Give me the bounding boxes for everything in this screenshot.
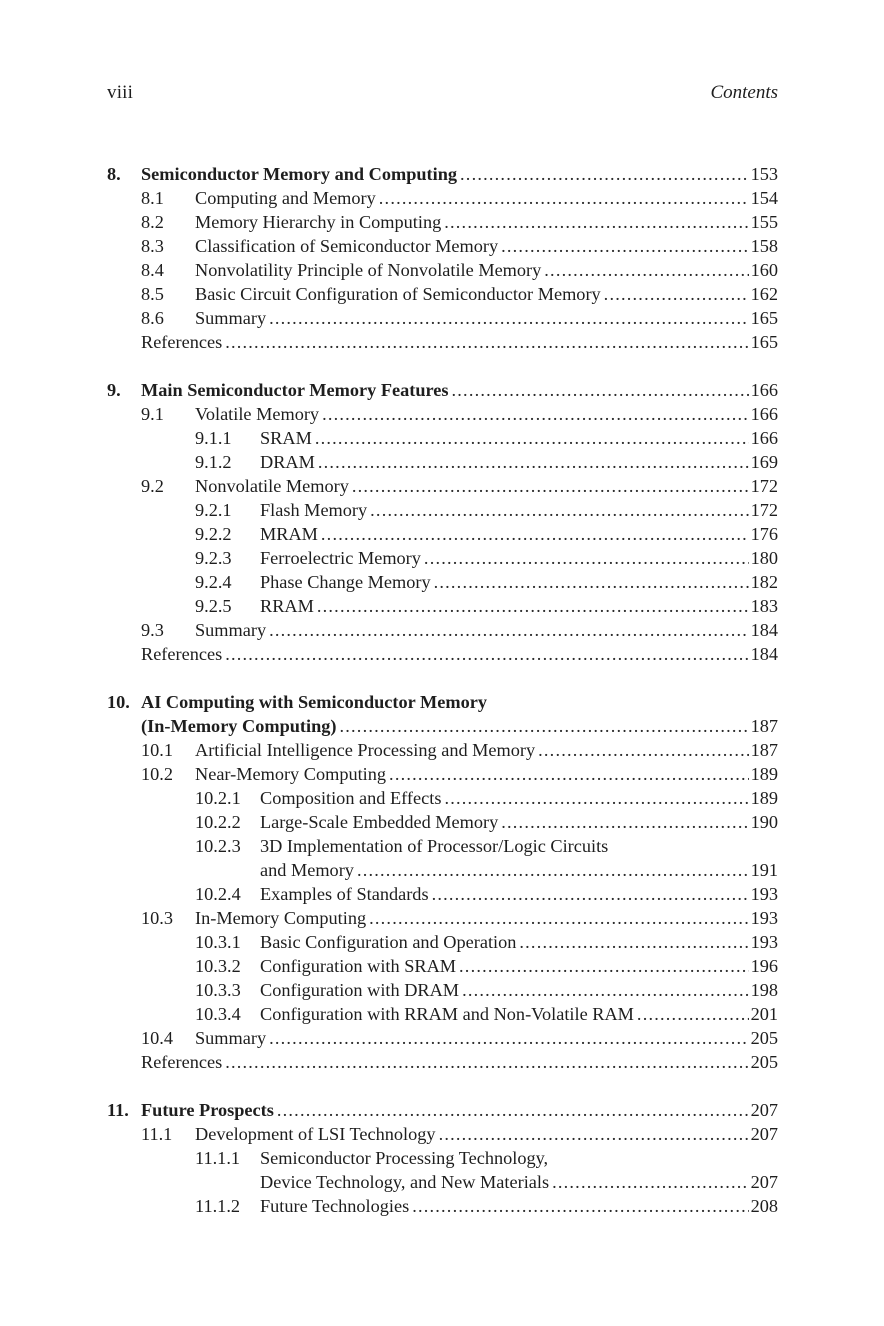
dot-leader: [452, 378, 749, 402]
dot-leader: [318, 450, 749, 474]
toc-section-10-1[interactable]: [107, 738, 778, 762]
page-ref: 208: [750, 1196, 778, 1216]
dot-leader: [444, 210, 748, 234]
page-ref: 184: [750, 620, 778, 640]
toc-chapter-10-continued[interactable]: [107, 714, 778, 738]
chapter-title: Main Semiconductor Memory Features: [141, 380, 449, 400]
page-ref: 176: [750, 524, 778, 544]
dot-leader: [225, 1050, 748, 1074]
section-number: 9.2: [141, 476, 164, 496]
references-title: References: [141, 332, 223, 352]
dot-leader: [357, 858, 749, 882]
section-title: Basic Circuit Configuration of Semiconductor Memory: [195, 284, 601, 304]
chapter-title: Future Prospects: [141, 1100, 274, 1120]
dot-leader: [321, 522, 749, 546]
section-number: 10.4: [141, 1028, 173, 1048]
page-ref: 166: [750, 404, 778, 424]
chapter-number: 9.: [107, 380, 121, 400]
subsection-title-line1: 3D Implementation of Processor/Logic Circuits: [260, 836, 609, 856]
page-ref: 207: [750, 1100, 778, 1120]
subsection-number: 9.2.4: [195, 572, 232, 592]
section-title: Artificial Intelligence Processing and Memory: [195, 740, 536, 760]
subsection-number: 9.1.2: [195, 452, 232, 472]
subsection-number: 10.3.4: [195, 1004, 241, 1024]
toc-subsection-9-2-1[interactable]: [107, 498, 778, 522]
page-ref: 154: [750, 188, 778, 208]
section-number: 10.3: [141, 908, 173, 928]
page-number: viii: [107, 82, 134, 103]
toc-section-11-1[interactable]: [107, 1122, 778, 1146]
dot-leader: [637, 1002, 749, 1026]
page-ref: 189: [750, 764, 778, 784]
toc-section-8-6[interactable]: [107, 306, 778, 330]
page-ref: 193: [750, 908, 778, 928]
dot-leader: [389, 762, 749, 786]
subsection-number: 10.2.2: [195, 812, 241, 832]
subsection-number: 10.2.1: [195, 788, 241, 808]
page-ref: 196: [750, 956, 778, 976]
page-ref: 183: [750, 596, 778, 616]
page-ref: 158: [750, 236, 778, 256]
subsection-title: Configuration with RRAM and Non-Volatile RAM: [260, 1004, 634, 1024]
section-title: Summary: [195, 620, 267, 640]
subsection-title: DRAM: [260, 452, 315, 472]
subsection-title: Phase Change Memory: [260, 572, 431, 592]
subsection-title-line2: and Memory: [260, 860, 354, 880]
toc-section-8-1[interactable]: [107, 186, 778, 210]
subsection-number: 10.2.4: [195, 884, 241, 904]
section-title: Summary: [195, 308, 267, 328]
toc-subsection-11-1-1[interactable]: [107, 1146, 778, 1170]
chapter-title: Semiconductor Memory and Computing: [141, 164, 458, 184]
section-title: Volatile Memory: [195, 404, 320, 424]
section-title: Nonvolatility Principle of Nonvolatile Memory: [195, 260, 542, 280]
dot-leader: [322, 402, 749, 426]
toc-chapter-10[interactable]: [107, 690, 778, 714]
toc-subsection-10-2-4[interactable]: [107, 882, 778, 906]
dot-leader: [424, 546, 749, 570]
chapter-number: 8.: [107, 164, 121, 184]
subsection-number: 9.2.5: [195, 596, 232, 616]
dot-leader: [352, 474, 749, 498]
subsection-number: 9.2.1: [195, 500, 232, 520]
subsection-title: SRAM: [260, 428, 312, 448]
toc-chapter-11[interactable]: [107, 1098, 778, 1122]
subsection-number: 10.3.3: [195, 980, 241, 1000]
running-title: Contents: [710, 82, 778, 103]
dot-leader: [277, 1098, 749, 1122]
toc-subsection-10-3-2[interactable]: [107, 954, 778, 978]
section-number: 8.1: [141, 188, 164, 208]
toc-section-9-2[interactable]: [107, 474, 778, 498]
toc-subsection-10-2-3[interactable]: [107, 834, 778, 858]
page-ref: 172: [750, 476, 778, 496]
section-title: Classification of Semiconductor Memory: [195, 236, 499, 256]
dot-leader: [460, 162, 749, 186]
dot-leader: [459, 954, 749, 978]
section-title: Nonvolatile Memory: [195, 476, 349, 496]
spacer: [107, 666, 778, 690]
page-ref: 187: [750, 716, 778, 736]
dot-leader: [552, 1170, 748, 1194]
toc-references-10[interactable]: [107, 1050, 778, 1074]
section-title: Near-Memory Computing: [195, 764, 387, 784]
toc-subsection-9-1-2[interactable]: [107, 450, 778, 474]
section-title: In-Memory Computing: [195, 908, 367, 928]
toc-subsection-9-2-4[interactable]: [107, 570, 778, 594]
section-title: Computing and Memory: [195, 188, 376, 208]
dot-leader: [379, 186, 749, 210]
toc-section-8-3[interactable]: [107, 234, 778, 258]
dot-leader: [439, 1122, 749, 1146]
section-title: Development of LSI Technology: [195, 1124, 436, 1144]
subsection-number: 9.2.2: [195, 524, 232, 544]
subsection-number: 10.3.1: [195, 932, 241, 952]
page-ref: 198: [750, 980, 778, 1000]
toc-subsection-10-2-1[interactable]: [107, 786, 778, 810]
dot-leader: [412, 1194, 748, 1218]
references-title: References: [141, 644, 223, 664]
dot-leader: [462, 978, 749, 1002]
section-number: 8.6: [141, 308, 164, 328]
page-ref: 193: [750, 932, 778, 952]
section-number: 10.1: [141, 740, 173, 760]
toc-section-8-5[interactable]: [107, 282, 778, 306]
subsection-title: Configuration with SRAM: [260, 956, 457, 976]
dot-leader: [225, 642, 748, 666]
dot-leader: [317, 594, 749, 618]
toc-section-8-4[interactable]: [107, 258, 778, 282]
subsection-title-line2: Device Technology, and New Materials: [260, 1172, 550, 1192]
dot-leader: [340, 714, 749, 738]
references-title: References: [141, 1052, 223, 1072]
dot-leader: [444, 786, 748, 810]
subsection-title: Examples of Standards: [260, 884, 429, 904]
page-ref: 205: [750, 1028, 778, 1048]
dot-leader: [604, 282, 749, 306]
chapter-number: 10.: [107, 692, 130, 712]
subsection-title: MRAM: [260, 524, 318, 544]
subsection-title: Configuration with DRAM: [260, 980, 460, 1000]
subsection-title: Future Technologies: [260, 1196, 410, 1216]
page-ref: 190: [750, 812, 778, 832]
toc-subsection-10-2-2[interactable]: [107, 810, 778, 834]
page-ref: 193: [750, 884, 778, 904]
page-ref: 166: [750, 428, 778, 448]
subsection-number: 9.2.3: [195, 548, 232, 568]
section-title: Memory Hierarchy in Computing: [195, 212, 442, 232]
dot-leader: [370, 498, 748, 522]
page-ref: 182: [750, 572, 778, 592]
toc-section-10-3[interactable]: [107, 906, 778, 930]
toc-references-8[interactable]: [107, 330, 778, 354]
page-ref: 187: [750, 740, 778, 760]
toc-subsection-10-2-3-continued[interactable]: [107, 858, 778, 882]
toc-subsection-10-3-1[interactable]: [107, 930, 778, 954]
page-ref: 180: [750, 548, 778, 568]
subsection-title: Ferroelectric Memory: [260, 548, 421, 568]
section-title: Summary: [195, 1028, 267, 1048]
subsection-number: 11.1.1: [195, 1148, 241, 1168]
subsection-title: Composition and Effects: [260, 788, 442, 808]
subsection-number: 11.1.2: [195, 1196, 241, 1216]
dot-leader: [269, 306, 748, 330]
dot-leader: [369, 906, 748, 930]
page-ref: 184: [750, 644, 778, 664]
page-ref: 155: [750, 212, 778, 232]
section-number: 9.3: [141, 620, 164, 640]
subsection-title: Large-Scale Embedded Memory: [260, 812, 499, 832]
section-number: 8.3: [141, 236, 164, 256]
toc-subsection-11-1-2[interactable]: [107, 1194, 778, 1218]
dot-leader: [432, 882, 749, 906]
dot-leader: [501, 810, 748, 834]
running-head: [107, 82, 778, 104]
page-ref: 172: [750, 500, 778, 520]
table-of-contents: [107, 162, 778, 1218]
toc-subsection-9-2-2[interactable]: [107, 522, 778, 546]
page-ref: 189: [750, 788, 778, 808]
section-number: 11.1: [141, 1124, 173, 1144]
section-number: 9.1: [141, 404, 164, 424]
toc-section-9-3[interactable]: [107, 618, 778, 642]
toc-section-10-4[interactable]: [107, 1026, 778, 1050]
subsection-title: Basic Configuration and Operation: [260, 932, 517, 952]
toc-subsection-11-1-1-continued[interactable]: [107, 1170, 778, 1194]
chapter-title-line2: (In-Memory Computing): [141, 716, 337, 736]
dot-leader: [501, 234, 748, 258]
page-ref: 166: [750, 380, 778, 400]
section-number: 8.4: [141, 260, 164, 280]
page-ref: 207: [750, 1124, 778, 1144]
subsection-title: RRAM: [260, 596, 314, 616]
page-ref: 207: [750, 1172, 778, 1192]
subsection-number: 10.3.2: [195, 956, 241, 976]
dot-leader: [434, 570, 749, 594]
toc-subsection-10-3-3[interactable]: [107, 978, 778, 1002]
page-ref: 205: [750, 1052, 778, 1072]
toc-section-10-2[interactable]: [107, 762, 778, 786]
dot-leader: [225, 330, 748, 354]
dot-leader: [269, 1026, 748, 1050]
spacer: [107, 1074, 778, 1098]
subsection-number: 9.1.1: [195, 428, 232, 448]
toc-subsection-9-1-1[interactable]: [107, 426, 778, 450]
toc-references-9[interactable]: [107, 642, 778, 666]
toc-section-8-2[interactable]: [107, 210, 778, 234]
section-number: 10.2: [141, 764, 173, 784]
toc-subsection-10-3-4[interactable]: [107, 1002, 778, 1026]
page-ref: 169: [750, 452, 778, 472]
subsection-title: Flash Memory: [260, 500, 368, 520]
page-ref: 191: [750, 860, 778, 880]
page-ref: 160: [750, 260, 778, 280]
toc-subsection-9-2-5[interactable]: [107, 594, 778, 618]
dot-leader: [538, 738, 748, 762]
section-number: 8.5: [141, 284, 164, 304]
toc-chapter-9[interactable]: [107, 378, 778, 402]
spacer: [107, 354, 778, 378]
page-ref: 165: [750, 308, 778, 328]
toc-section-9-1[interactable]: [107, 402, 778, 426]
toc-chapter-8[interactable]: [107, 162, 778, 186]
page-ref: 165: [750, 332, 778, 352]
dot-leader: [315, 426, 749, 450]
dot-leader: [269, 618, 748, 642]
page-ref: 162: [750, 284, 778, 304]
subsection-number: 10.2.3: [195, 836, 241, 856]
subsection-title-line1: Semiconductor Processing Technology,: [260, 1148, 549, 1168]
dot-leader: [544, 258, 748, 282]
page-ref: 153: [750, 164, 778, 184]
page-ref: 201: [750, 1004, 778, 1024]
chapter-number: 11.: [107, 1100, 129, 1120]
toc-subsection-9-2-3[interactable]: [107, 546, 778, 570]
section-number: 8.2: [141, 212, 164, 232]
dot-leader: [519, 930, 748, 954]
chapter-title-line1: AI Computing with Semiconductor Memory: [141, 692, 487, 712]
